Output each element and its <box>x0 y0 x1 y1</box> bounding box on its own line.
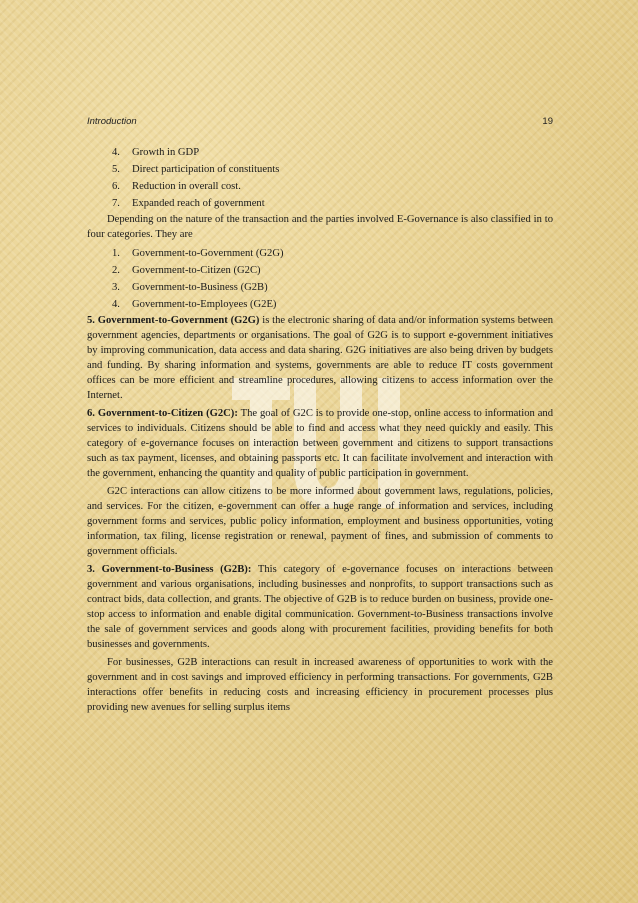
list-item: 3. Government-to-Business (G2B) <box>112 282 268 293</box>
page-content <box>87 144 553 715</box>
section-body: is the electronic sharing of data and/or information systems between government agencies, departments or organisations. The goal of G2G is to support e-government initiatives by improving communication, data access and data sharing. G2G initiatives are also being driven by budgets and funding. By sharing information and systems, governments are able to reduce IT costs government offices can be more efficient and streamline procedures, allowing citizens to access information over the Internet. <box>87 315 553 401</box>
list-item: 2. Government-to-Citizen (G2C) <box>112 265 261 276</box>
intro-paragraph: Depending on the nature of the transaction and the parties involved E-Governance is also classified in to four categories. They are <box>87 214 553 240</box>
header-title: Introduction <box>87 116 137 127</box>
list-item: 4. Government-to-Employees (G2E) <box>112 299 277 310</box>
list-item: 7. Expanded reach of government <box>112 198 265 209</box>
section-heading: 6. Government-to-Citizen (G2C): <box>87 408 238 419</box>
section-g2b-paragraph: For businesses, G2B interactions can result in increased awareness of opportunities to work with the government and in cost savings and improved efficiency in performing transactions. For governments, G2B interactions offer benefits in reducing costs and increasing efficiency in procurement processes plus providing new avenues for selling surplus items <box>87 657 553 713</box>
list-item: 1. Government-to-Government (G2G) <box>112 248 284 259</box>
section-g2b <box>87 562 553 652</box>
page-number: 19 <box>542 116 553 127</box>
section-g2g <box>87 313 553 403</box>
list-item: 5. Direct participation of constituents <box>112 164 280 175</box>
section-heading: 5. Government-to-Government (G2G) <box>87 315 260 326</box>
categories-list <box>87 245 553 313</box>
section-body: This category of e-governance focuses on interactions between government and various organisations, including businesses and nonprofits, to support transactions such as contract bids, data collection, and grants. The objective of G2B is to reduce burden on business, provide one-stop access to information and enable digital communication. Government-to-Business transactions involve the sale of government services and goods along with procurement facilities, providing benefits for both businesses and governments. <box>87 564 553 650</box>
section-heading: 3. Government-to-Business (G2B): <box>87 564 252 575</box>
running-header <box>87 116 553 127</box>
section-g2c-paragraph: G2C interactions can allow citizens to be more informed about government laws, regulations, policies, and services. For the citizen, e-government can offer a huge range of information and services, including government forms and services, public policy information, employment and business opportunities, voting information, tax filing, license registration or renewal, payment of fines, and submission of comments to government officials. <box>87 486 553 557</box>
benefits-list <box>87 144 553 212</box>
section-body: The goal of G2C is to provide one-stop, online access to information and services to individuals. Citizens should be able to find and access what they need quickly and easily. This category of e-governance focuses on interaction between government and citizens to support transactions such as tax payment, licenses, and obtaining passports etc. It can facilitate involvement and interaction with the government, enhancing the quantity and quality of public participation in government. <box>87 408 553 479</box>
section-g2c <box>87 406 553 481</box>
list-item: 4. Growth in GDP <box>112 147 200 158</box>
list-item: 6. Reduction in overall cost. <box>112 181 241 192</box>
